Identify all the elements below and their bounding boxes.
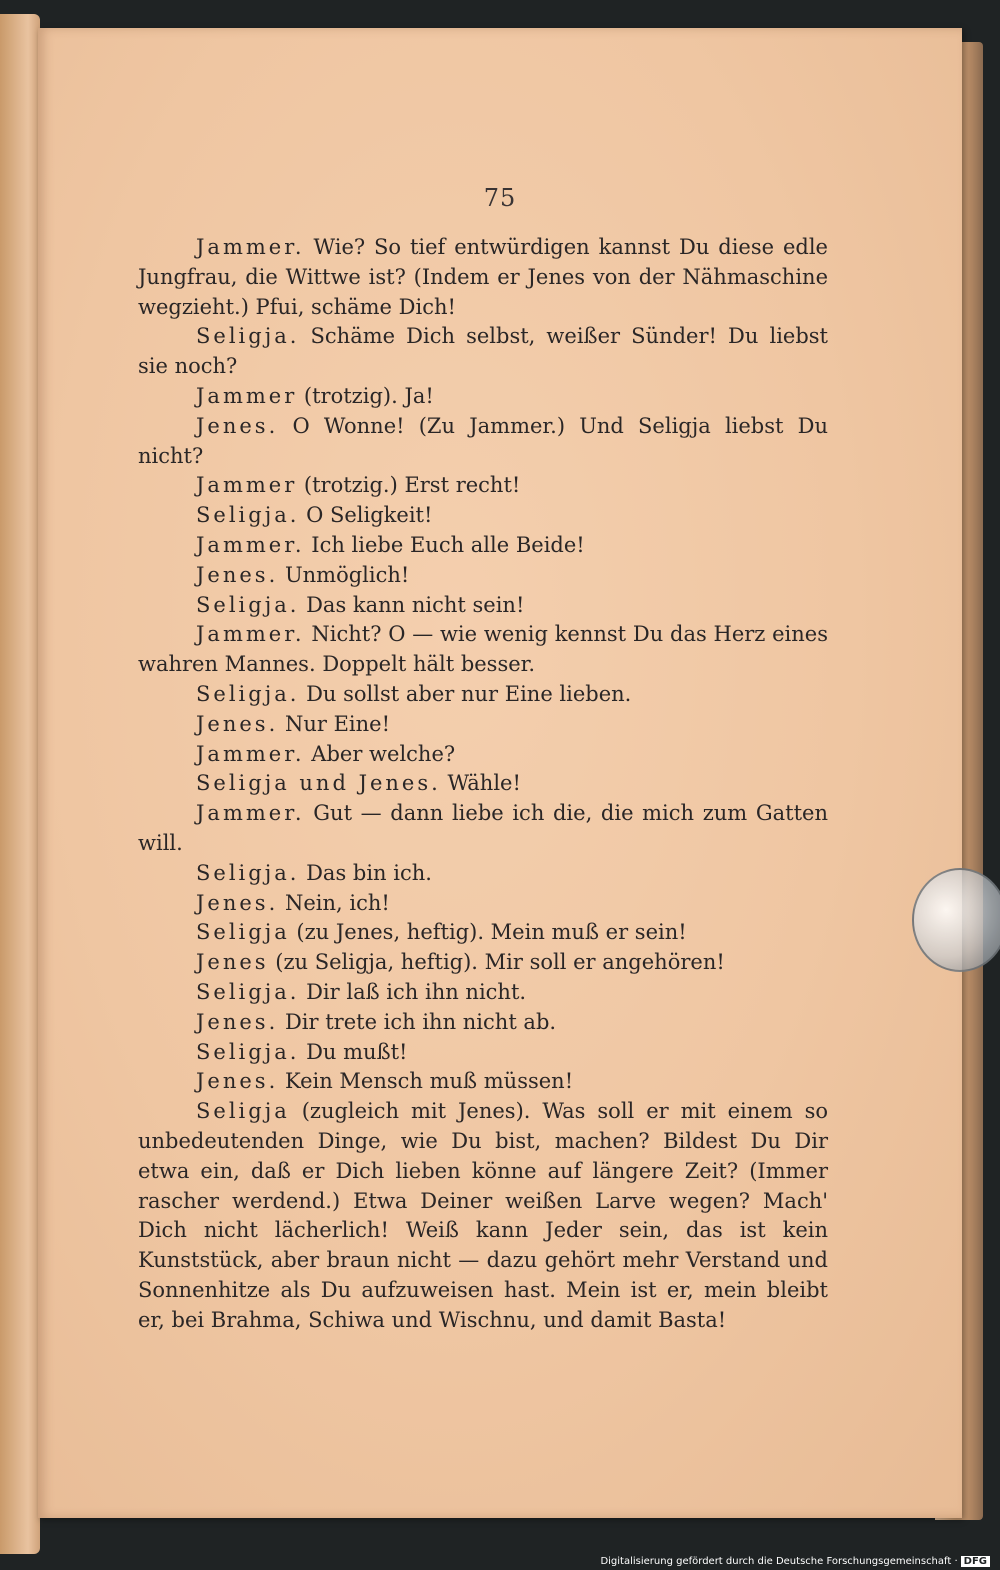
speech: (zu Jenes, heftig). Mein muß er sein! [296, 920, 687, 945]
speaker: Seligja. [196, 503, 300, 528]
paragraph [138, 710, 828, 740]
speech: Das kann nicht sein! [306, 592, 525, 617]
speaker: Seligja [196, 920, 290, 945]
speech: Nein, ich! [284, 890, 390, 915]
speaker: Jenes [196, 950, 269, 975]
speaker: Jammer [196, 473, 298, 498]
speech: Dir laß ich ihn nicht. [306, 979, 527, 1004]
speaker: Seligja. [196, 1039, 300, 1064]
speech: Wie? So tief entwürdigen kannst Du diese edle Jungfrau, die Wittwe ist? (Indem er Jenes von der Nähmaschine wegzieht.) Pfui, schäme Dich! [138, 235, 828, 319]
footer-credit-text: Digitalisierung gefördert durch die Deutsche Forschungsgemeinschaft · [600, 1556, 958, 1567]
text-body [138, 233, 828, 1335]
speech: Nicht? O — wie wenig kennst Du das Herz eines wahren Mannes. Doppelt hält besser. [138, 622, 828, 677]
speech: (trotzig.) Erst recht! [303, 473, 521, 498]
speech: Nur Eine! [284, 711, 391, 736]
paragraph [138, 591, 828, 621]
speaker: Jenes. [196, 1009, 279, 1034]
paragraph [138, 889, 828, 919]
paragraph [138, 948, 828, 978]
speech: (zu Seligja, heftig). Mir soll er angehören! [275, 950, 725, 975]
speaker: Jammer [196, 383, 298, 408]
paragraph [138, 978, 828, 1008]
speaker: Seligja und Jenes. [196, 771, 441, 796]
speech: Du mußt! [306, 1039, 408, 1064]
speaker: Jammer. [196, 235, 305, 259]
speech: O Seligkeit! [306, 503, 433, 528]
speaker: Jammer. [196, 741, 305, 766]
paragraph [138, 322, 828, 382]
paragraph [138, 471, 828, 501]
paragraph [138, 859, 828, 889]
speaker: Jenes. [196, 413, 279, 438]
speaker: Seligja. [196, 979, 300, 1004]
speech: Kein Mensch muß müssen! [284, 1069, 574, 1094]
left-page-edge [0, 14, 40, 1554]
speech: Aber welche? [311, 741, 456, 766]
speech: Das bin ich. [306, 860, 432, 885]
speech: Ich liebe Euch alle Beide! [311, 532, 585, 557]
speaker: Seligja. [196, 592, 300, 617]
speech: (zugleich mit Jenes). Was soll er mit einem so unbedeutenden Dinge, wie Du bist, machen? Bildest Du Dir etwa ein, daß er Dich lieben könne auf längere Zeit? (Immer rascher werdend.) Etwa Deiner weißen Larve wegen? Mach' Dich nicht lächerlich! Weiß kann Jeder sein, das ist kein Kunststück, aber braun nicht — dazu gehört mehr Verstand und Sonnenhitze als Du aufzuweisen hast. Mein ist er, mein bleibt er, bei Brahma, Schiwa und Wischnu, und damit Basta! [138, 1099, 828, 1332]
speaker: Jenes. [196, 711, 279, 736]
footer-credit [600, 1556, 990, 1567]
speaker: Jenes. [196, 890, 279, 915]
paragraph [138, 680, 828, 710]
speech: Unmöglich! [284, 562, 410, 587]
paragraph [138, 918, 828, 948]
paragraph [138, 1097, 828, 1335]
speaker: Jammer. [196, 801, 305, 826]
page-number: 75 [483, 184, 517, 212]
paragraph [138, 382, 828, 412]
paragraph [138, 412, 828, 472]
speaker: Seligja. [196, 324, 300, 349]
paragraph [138, 799, 828, 859]
paragraph [138, 233, 828, 322]
dfg-logo: DFG [961, 1556, 990, 1567]
book-page [38, 28, 962, 1518]
speaker: Seligja [196, 1099, 290, 1124]
speaker: Seligja. [196, 681, 300, 706]
paragraph [138, 531, 828, 561]
speaker: Jammer. [196, 532, 305, 557]
paragraph [138, 620, 828, 680]
speech: (trotzig). Ja! [303, 383, 434, 408]
paragraph [138, 501, 828, 531]
paragraph [138, 740, 828, 770]
paragraph [138, 1038, 828, 1068]
page-clip [912, 868, 1000, 972]
speech: Du sollst aber nur Eine lieben. [306, 681, 632, 706]
speaker: Jenes. [196, 1069, 279, 1094]
paragraph [138, 1008, 828, 1038]
speech: Wähle! [447, 771, 521, 796]
speech: Gut — dann liebe ich die, die mich zum Gatten will. [138, 801, 828, 855]
speaker: Seligja. [196, 860, 300, 885]
speaker: Jenes. [196, 562, 279, 587]
speech: Dir trete ich ihn nicht ab. [284, 1009, 557, 1034]
speech: Schäme Dich selbst, weißer Sünder! Du liebst sie noch? [138, 324, 828, 379]
paragraph [138, 561, 828, 591]
paragraph [138, 1067, 828, 1097]
speech: O Wonne! (Zu Jammer.) Und Seligja liebst Du nicht? [138, 413, 828, 468]
paragraph [138, 769, 828, 799]
speaker: Jammer. [196, 622, 305, 647]
